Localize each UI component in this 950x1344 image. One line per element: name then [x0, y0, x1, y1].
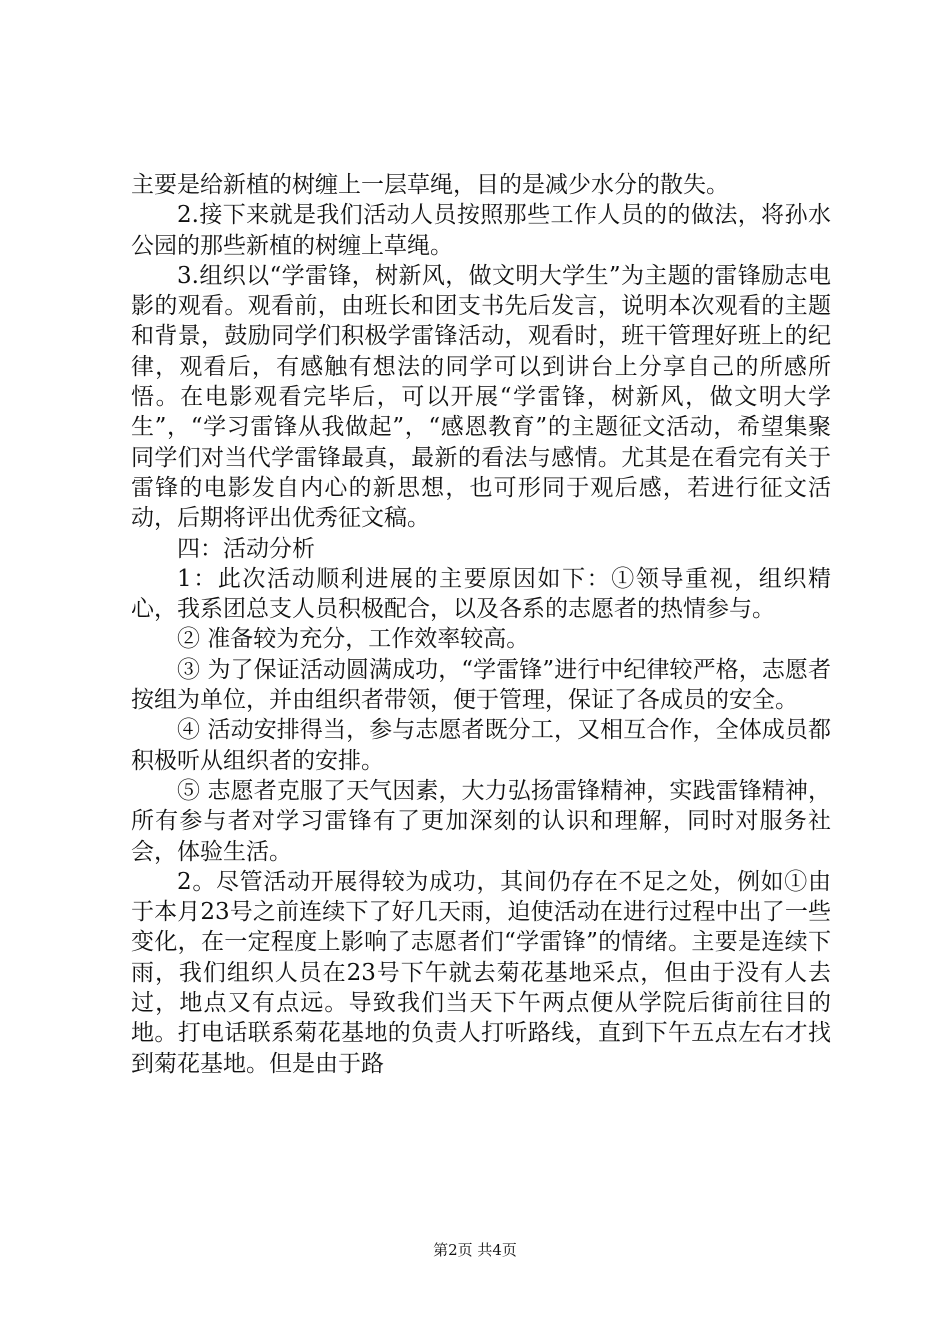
paragraph-analysis-1: 1：此次活动顺利进展的主要原因如下：①领导重视，组织精心，我系团总支人员积极配合，以及各系的志愿者的热情参与。 [131, 565, 831, 623]
paragraph-reason-3: ③ 为了保证活动圆满成功，“学雷锋”进行中纪律较严格，志愿者按组为单位，并由组织者带领，便于管理，保证了各成员的安全。 [131, 656, 831, 714]
paragraph-reason-2: ② 准备较为充分，工作效率较高。 [177, 626, 530, 653]
document-body [131, 170, 831, 1079]
paragraph-reason-4: ④ 活动安排得当，参与志愿者既分工，又相互合作，全体成员都积极听从组织者的安排。 [131, 717, 831, 774]
paragraph-reason-5: ⑤ 志愿者克服了天气因素，大力弘扬雷锋精神，实践雷锋精神，所有参与者对学习雷锋有了更加深刻的认识和理解，同时对服务社会，体验生活。 [131, 777, 831, 865]
paragraph-continuation: 主要是给新植的树缠上一层草绳，目的是减少水分的散失。 [131, 172, 729, 198]
page-indicator: 第2页 共4页 [433, 1241, 517, 1259]
paragraph-analysis-2: 2。尽管活动开展得较为成功，其间仍存在不足之处，例如①由于本月23号之前连续下了好几天雨，迫使活动在进行过程中出了一些变化，在一定程度上影响了志愿者们“学雷锋”的情绪。主要是连续下雨，我们组织人员在23号下午就去菊花基地采点，但由于没有人去过，地点又有点远。导致我们当天下午两点便从学院后街前往目的地。打电话联系菊花基地的负责人打听路线，直到下午五点左右才找到菊花基地。但是由于路 [131, 868, 831, 1077]
section-heading-activity-analysis: 四：活动分析 [177, 535, 315, 562]
paragraph-step-3: 3.组织以“学雷锋，树新风，做文明大学生”为主题的雷锋励志电影的观看。观看前，由班长和团支书先后发言，说明本次观看的主题和背景，鼓励同学们积极学雷锋活动，观看时，班干管理好班上的纪律，观看后，有感触有想法的同学可以到讲台上分享自己的所感所悟。在电影观看完毕后，可以开展“学雷锋，树新风，做文明大学生”，“学习雷锋从我做起”，“感恩教育”的主题征文活动，希望集聚同学们对当代学雷锋最真，最新的看法与感情。尤其是在看完有关于雷锋的电影发自内心的新思想，也可形同于观后感，若进行征文活动，后期将评出优秀征文稿。 [131, 262, 831, 532]
paragraph-step-2: 2.接下来就是我们活动人员按照那些工作人员的的做法，将孙水公园的那些新植的树缠上草绳。 [131, 202, 831, 259]
page-footer [0, 1240, 950, 1260]
